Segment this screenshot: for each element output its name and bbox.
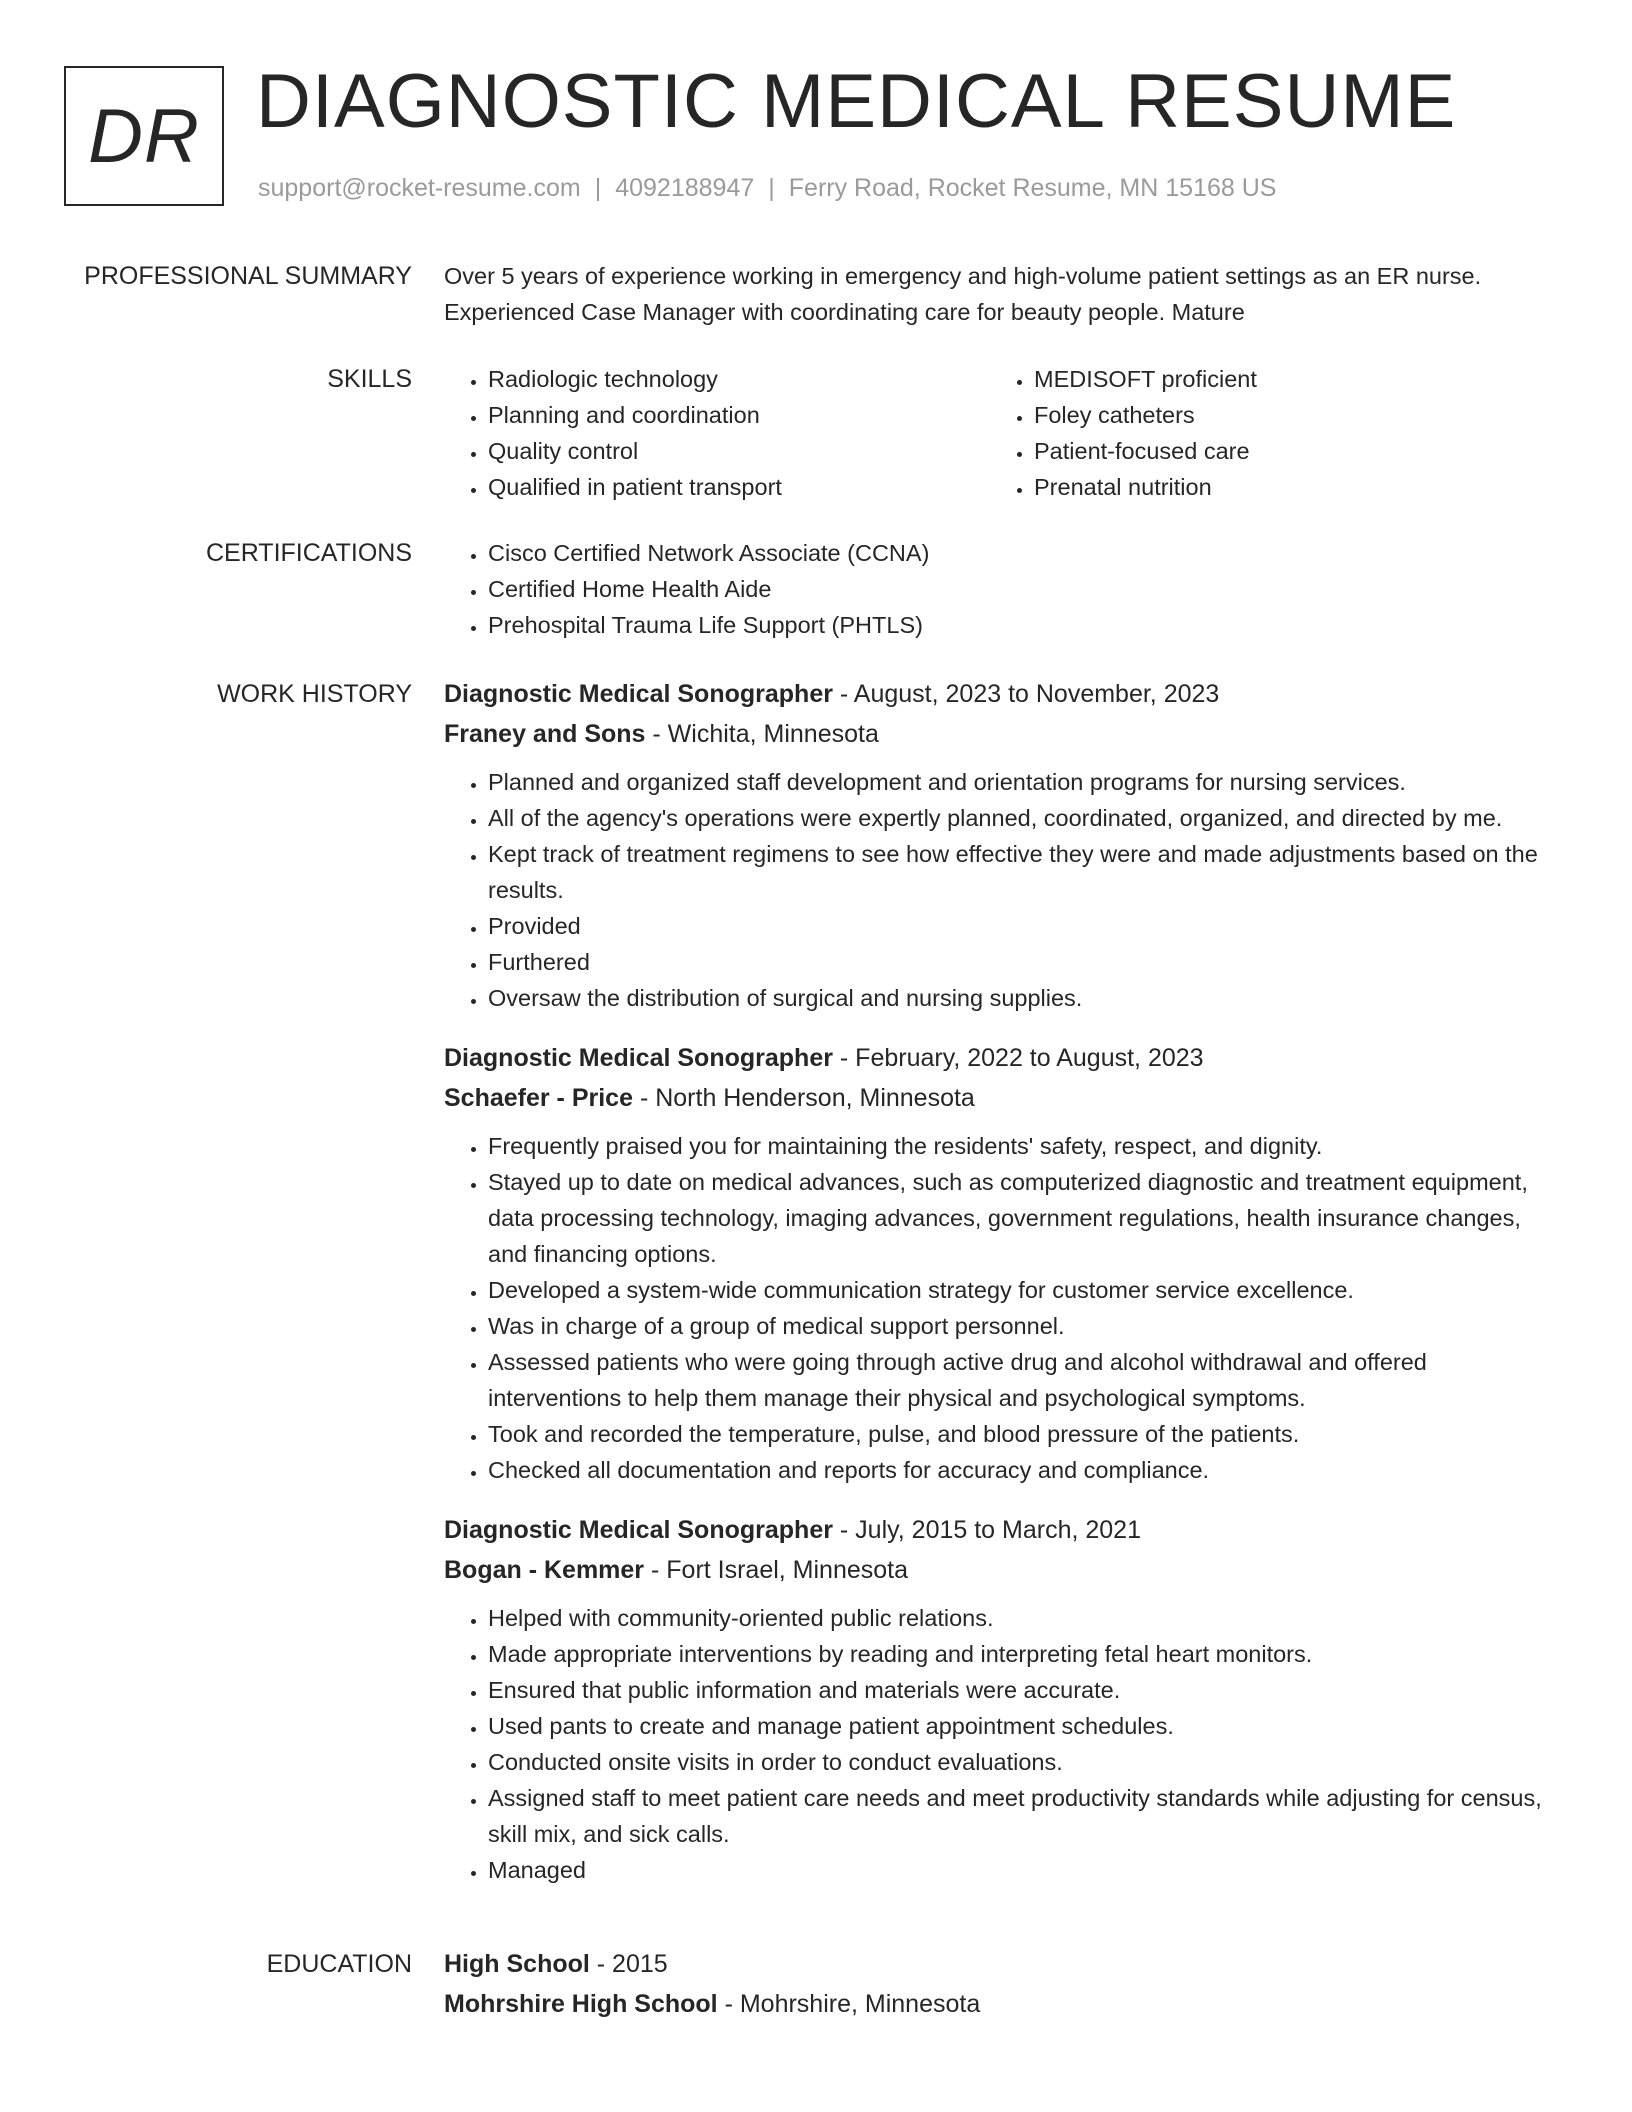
job-bullet: • Used pants to create and manage patient appointment schedules. xyxy=(488,1708,1564,1744)
skill-item: • Foley catheters xyxy=(1034,397,1257,433)
summary-text: Over 5 years of experience working in emergency and high-volume patient settings as an ER nurse. Experienced Case Manager with coordinating care for beauty people. Mature xyxy=(444,263,1482,325)
job-title-line xyxy=(444,674,1564,714)
job-bullet: • Kept track of treatment regimens to see how effective they were and made adjustments based on the results. xyxy=(488,836,1564,908)
job-dates: - February, 2022 to August, 2023 xyxy=(832,1044,1204,1072)
certification-item: • Prehospital Trauma Life Support (PHTLS) xyxy=(488,607,1564,643)
job-entry xyxy=(444,1510,1564,1888)
job-bullet: • All of the agency's operations were expertly planned, coordinated, organized, and directed by me. xyxy=(488,800,1564,836)
skill-item: • MEDISOFT proficient xyxy=(1034,361,1257,397)
contact-separator: | xyxy=(594,174,602,202)
job-bullet: • Planned and organized staff development and orientation programs for nursing services. xyxy=(488,764,1564,800)
job-company: Schaefer - Price xyxy=(444,1084,633,1112)
job-bullet: • Took and recorded the temperature, pulse, and blood pressure of the patients. xyxy=(488,1416,1564,1452)
job-title-line xyxy=(444,1510,1564,1550)
certification-item: • Certified Home Health Aide xyxy=(488,571,1564,607)
contact-line xyxy=(258,174,1276,203)
job-bullet: • Helped with community-oriented public relations. xyxy=(488,1600,1564,1636)
skills-column-1 xyxy=(444,361,990,505)
job-bullet: • Checked all documentation and reports for accuracy and compliance. xyxy=(488,1452,1564,1488)
job-title: Diagnostic Medical Sonographer xyxy=(444,1516,833,1544)
work-history-heading: WORK HISTORY xyxy=(217,680,412,708)
education-year: - 2015 xyxy=(589,1950,668,1978)
job-title: Diagnostic Medical Sonographer xyxy=(444,1044,833,1072)
job-entry xyxy=(444,674,1564,1016)
job-bullet: • Oversaw the distribution of surgical and nursing supplies. xyxy=(488,980,1564,1016)
job-location: - Wichita, Minnesota xyxy=(645,720,879,748)
job-bullet: • Conducted onsite visits in order to conduct evaluations. xyxy=(488,1744,1564,1780)
job-title-line xyxy=(444,1038,1564,1078)
job-bullet: • Developed a system-wide communication strategy for customer service excellence. xyxy=(488,1272,1564,1308)
job-entry xyxy=(444,1038,1564,1488)
skills-column-2 xyxy=(990,361,1257,505)
skill-item: • Qualified in patient transport xyxy=(488,469,990,505)
certification-item: • Cisco Certified Network Associate (CCNA) xyxy=(488,535,1564,571)
job-location: - North Henderson, Minnesota xyxy=(633,1084,975,1112)
education-entry xyxy=(444,1944,1564,2024)
education-school: Mohrshire High School xyxy=(444,1990,718,2018)
job-bullets xyxy=(444,1128,1564,1488)
monogram-logo: DR xyxy=(64,66,224,206)
job-bullet: • Stayed up to date on medical advances, such as computerized diagnostic and treatment equipment, data processing technology, imaging advances, government regulations, health insurance changes, and financing options. xyxy=(488,1164,1564,1272)
education-degree-line xyxy=(444,1944,1564,1984)
job-location: - Fort Israel, Minnesota xyxy=(644,1556,909,1584)
job-bullet: • Provided xyxy=(488,908,1564,944)
job-bullet: • Frequently praised you for maintaining the residents' safety, respect, and dignity. xyxy=(488,1128,1564,1164)
job-dates: - July, 2015 to March, 2021 xyxy=(832,1516,1141,1544)
job-dates: - August, 2023 to November, 2023 xyxy=(832,680,1220,708)
job-bullet: • Made appropriate interventions by reading and interpreting fetal heart monitors. xyxy=(488,1636,1564,1672)
skills-heading: SKILLS xyxy=(327,365,412,393)
job-company: Bogan - Kemmer xyxy=(444,1556,645,1584)
job-bullet: • Assigned staff to meet patient care needs and meet productivity standards while adjusting for census, skill mix, and sick calls. xyxy=(488,1780,1564,1852)
contact-address: Ferry Road, Rocket Resume, MN 15168 US xyxy=(788,174,1277,202)
job-bullets xyxy=(444,764,1564,1016)
skill-item: • Quality control xyxy=(488,433,990,469)
skill-item: • Planning and coordination xyxy=(488,397,990,433)
contact-email[interactable]: support@rocket-resume.com xyxy=(258,174,581,202)
skill-item: • Prenatal nutrition xyxy=(1034,469,1257,505)
job-bullets xyxy=(444,1600,1564,1888)
job-company: Franey and Sons xyxy=(444,720,646,748)
job-company-line xyxy=(444,1550,1564,1590)
skills-list xyxy=(444,361,1564,505)
work-history-list xyxy=(444,674,1564,1910)
job-bullet: • Was in charge of a group of medical support personnel. xyxy=(488,1308,1564,1344)
certifications-heading: CERTIFICATIONS xyxy=(205,539,412,567)
job-bullet: • Ensured that public information and materials were accurate. xyxy=(488,1672,1564,1708)
resume-title: DIAGNOSTIC MEDICAL RESUME xyxy=(256,59,1457,144)
summary-heading: PROFESSIONAL SUMMARY xyxy=(84,262,412,290)
education-heading: EDUCATION xyxy=(266,1950,412,1978)
skill-item: • Patient-focused care xyxy=(1034,433,1257,469)
job-bullet: • Managed xyxy=(488,1852,1564,1888)
certifications-list xyxy=(444,535,1564,643)
job-title: Diagnostic Medical Sonographer xyxy=(444,680,833,708)
education-degree: High School xyxy=(444,1950,590,1978)
contact-phone[interactable]: 4092188947 xyxy=(615,174,755,202)
job-bullet: • Furthered xyxy=(488,944,1564,980)
skill-item: • Radiologic technology xyxy=(488,361,990,397)
education-school-line xyxy=(444,1984,1564,2024)
job-company-line xyxy=(444,1078,1564,1118)
contact-separator: | xyxy=(768,174,775,202)
education-location: - Mohrshire, Minnesota xyxy=(717,1990,981,2018)
job-company-line xyxy=(444,714,1564,754)
job-bullet: • Assessed patients who were going through active drug and alcohol withdrawal and offered interventions to help them manage their physical and psychological symptoms. xyxy=(488,1344,1564,1416)
